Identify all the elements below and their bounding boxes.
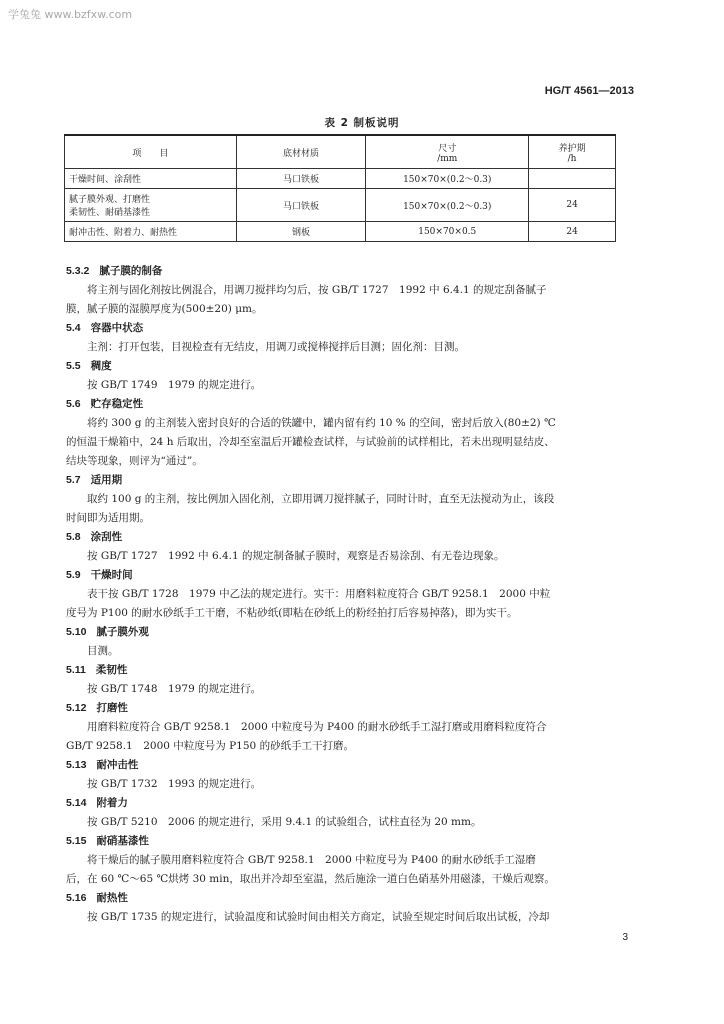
row-substrate: 马口铁板 <box>236 169 366 189</box>
section-paragraph-line: 按 GB/T 1732 1993 的规定进行。 <box>87 778 262 790</box>
section-heading <box>66 319 622 338</box>
section-number: 5.10 <box>66 626 87 638</box>
section-heading <box>66 471 622 490</box>
section-heading <box>66 756 622 775</box>
row-cure: 24 <box>529 222 616 242</box>
section-paragraph-line: 度号为 P100 的耐水砂纸手工干磨，不粘砂纸(即粘在砂纸上的粉经拍打后容易掉落)，即为实干。 <box>66 607 518 619</box>
section-title: 打磨性 <box>96 702 128 714</box>
header-size-line1: 尺寸 <box>438 143 457 154</box>
section-title: 贮存稳定性 <box>90 398 144 410</box>
section-heading <box>66 528 622 547</box>
section-heading <box>66 889 622 908</box>
header-cure-line2: /h <box>567 153 577 164</box>
section-paragraph-line: 后，在 60 ℃～65 ℃烘烤 30 min，取出并冷却至室温，然后施涂一道白色硝基外用磁漆，干燥后观察。 <box>66 873 555 885</box>
header-item: 项 目 <box>65 135 237 169</box>
section-paragraph-line: 表干按 GB/T 1728 1979 中乙法的规定进行。实干：用磨料粒度符合 GB/T 9258.1 2000 中粒 <box>87 588 551 600</box>
section-heading <box>66 262 622 281</box>
section-paragraph-line: 的恒温干燥箱中，24 h 后取出，冷却至室温后开罐检查试样，与试验前的试样相比，若未出现明显结皮、 <box>66 436 555 448</box>
section-number: 5.11 <box>66 664 86 676</box>
table-header-row <box>65 135 616 169</box>
header-size <box>366 135 529 169</box>
section-title: 容器中状态 <box>90 322 144 334</box>
header-cure <box>529 135 616 169</box>
row-size: 150×70×0.5 <box>366 222 529 242</box>
section-number: 5.8 <box>66 531 81 543</box>
row-cure <box>529 169 616 189</box>
watermark-text: 学兔兔 www.bzfxw.com <box>8 8 133 21</box>
row-item-line1: 腻子膜外观、打磨性 <box>69 195 151 205</box>
section-number: 5.6 <box>66 398 81 410</box>
section-number: 5.9 <box>66 569 81 581</box>
section-number: 5.5 <box>66 360 81 372</box>
section-paragraph-line: 膜，腻子膜的湿膜厚度为(500±20) μm。 <box>66 303 263 315</box>
section-paragraph-line: 按 GB/T 1748 1979 的规定进行。 <box>87 683 262 695</box>
section-heading <box>66 357 622 376</box>
row-cure: 24 <box>529 189 616 222</box>
section-paragraph-line: 用磨料粒度符合 GB/T 9258.1 2000 中粒度号为 P400 的耐水砂纸手工湿打磨或用磨料粒度符合 <box>87 721 547 733</box>
section-heading <box>66 794 622 813</box>
section-paragraph-line: 取约 100 g 的主剂，按比例加入固化剂，立即用调刀搅拌腻子，同时计时，直至无法搅动为止，该段 <box>87 493 555 505</box>
document-body <box>66 262 622 927</box>
section-heading <box>66 395 622 414</box>
section-paragraph-line: 将主剂与固化剂按比例混合，用调刀搅拌均匀后，按 GB/T 1727 1992 中 6.4.1 的规定刮备腻子 <box>87 284 547 296</box>
section-paragraph-line: 将干燥后的腻子膜用磨料粒度符合 GB/T 9258.1 2000 中粒度号为 P400 的耐水砂纸手工湿磨 <box>87 854 536 866</box>
section-paragraph-line: 将约 300 g 的主剂装入密封良好的合适的铁罐中，罐内留有约 10 % 的空间，密封后放入(80±2) ℃ <box>87 417 556 429</box>
standard-code: HG/T 4561—2013 <box>544 85 634 97</box>
spec-table <box>64 134 616 242</box>
section-title: 腻子膜的制备 <box>99 265 163 277</box>
section-title: 干燥时间 <box>90 569 133 581</box>
section-title: 耐冲击性 <box>96 759 139 771</box>
header-size-line2: /mm <box>437 153 458 164</box>
section-paragraph-line: 按 GB/T 1749 1979 的规定进行。 <box>87 379 262 391</box>
section-title: 腻子膜外观 <box>96 626 149 638</box>
table-row <box>65 189 616 222</box>
section-title: 稠度 <box>90 360 112 372</box>
section-paragraph-line: 按 GB/T 5210 2006 的规定进行，采用 9.4.1 的试验组合，试柱直径为 20 mm。 <box>87 816 482 828</box>
row-item-line2: 柔韧性、耐硝基漆性 <box>69 208 151 218</box>
section-number: 5.13 <box>66 759 87 771</box>
row-item: 耐冲击性、附着力、耐热性 <box>65 222 237 242</box>
section-number: 5.15 <box>66 835 87 847</box>
table-row <box>65 169 616 189</box>
section-paragraph-line: 按 GB/T 1735 的规定进行，试验温度和试验时间由相关方商定，试验至规定时间后取出试板，冷却 <box>87 911 550 923</box>
section-title: 耐硝基漆性 <box>96 835 149 847</box>
section-paragraph-line: GB/T 9258.1 2000 中粒度号为 P150 的砂纸手工干打磨。 <box>66 740 355 752</box>
header-cure-line1: 养护期 <box>558 143 586 154</box>
section-number: 5.4 <box>66 322 81 334</box>
section-title: 耐热性 <box>96 892 128 904</box>
table-title: 表 2 制板说明 <box>324 117 400 129</box>
section-heading <box>66 566 622 585</box>
section-heading <box>66 661 622 680</box>
row-size: 150×70×(0.2～0.3) <box>366 189 529 222</box>
section-number: 5.14 <box>66 797 87 809</box>
row-item: 干燥时间、涂刮性 <box>65 169 237 189</box>
row-substrate: 钢板 <box>236 222 366 242</box>
section-paragraph-line: 结块等现象，则评为“通过”。 <box>66 455 203 467</box>
section-title: 附着力 <box>96 797 128 809</box>
row-item <box>65 189 237 222</box>
section-paragraph-line: 主剂：打开包装，目视检查有无结皮，用调刀或搅棒搅拌后目测；固化剂：目测。 <box>87 341 465 353</box>
section-paragraph-line: 时间即为适用期。 <box>66 512 150 524</box>
section-heading <box>66 623 622 642</box>
section-number: 5.7 <box>66 474 81 486</box>
page-number: 3 <box>622 932 628 943</box>
table-row <box>65 222 616 242</box>
row-size: 150×70×(0.2～0.3) <box>366 169 529 189</box>
section-title: 涂刮性 <box>90 531 123 543</box>
section-number: 5.12 <box>66 702 87 714</box>
section-paragraph-line: 按 GB/T 1727 1992 中 6.4.1 的规定制备腻子膜时，观察是否易涂刮、有无卷边现象。 <box>87 550 505 562</box>
section-number: 5.3.2 <box>66 265 90 277</box>
row-substrate: 马口铁板 <box>236 189 366 222</box>
section-title: 柔韧性 <box>95 664 128 676</box>
section-number: 5.16 <box>66 892 87 904</box>
section-heading <box>66 699 622 718</box>
section-paragraph-line: 目测。 <box>87 645 119 657</box>
section-heading <box>66 832 622 851</box>
header-substrate: 底材材质 <box>236 135 366 169</box>
section-title: 适用期 <box>90 474 123 486</box>
